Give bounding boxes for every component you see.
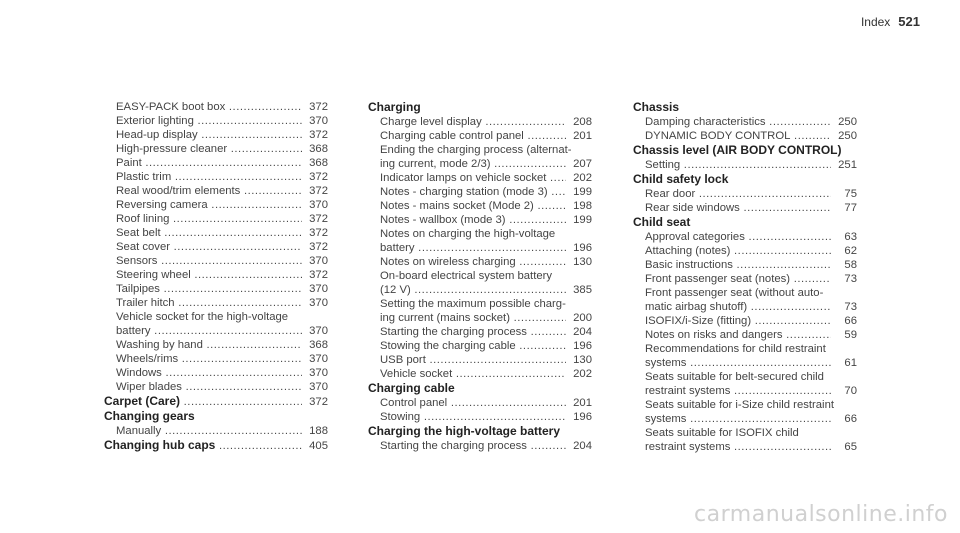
index-entry: battery ..... 370 — [104, 324, 328, 338]
page-header — [861, 14, 920, 29]
index-entry: Vehicle socket ..... 202 — [368, 367, 592, 381]
index-entry: Attaching (notes) ..... 62 — [633, 244, 857, 258]
index-entry: ISOFIX/i-Size (fitting) ..... 66 — [633, 314, 857, 328]
index-column-1 — [104, 100, 328, 453]
index-entry: Trailer hitch ..... 370 — [104, 296, 328, 310]
index-entry: systems ..... 61 — [633, 356, 857, 370]
index-label: Index — [860, 15, 891, 29]
index-entry-line: Setting the maximum possible charg- — [380, 298, 566, 310]
index-heading: Child safety lock — [633, 172, 729, 186]
index-entry: Indicator lamps on vehicle socket ..... 202 — [368, 171, 592, 185]
index-entry: EASY-PACK boot box ..... 372 — [104, 100, 328, 114]
index-heading: Charging cable — [368, 381, 455, 395]
index-entry: Head-up display ..... 372 — [104, 128, 328, 142]
index-entry: Reversing camera ..... 370 — [104, 198, 328, 212]
index-entry: Control panel ..... 201 — [368, 396, 592, 410]
index-entry: Steering wheel ..... 372 — [104, 268, 328, 282]
index-entry: Wiper blades ..... 370 — [104, 380, 328, 394]
index-entry: restraint systems ..... 65 — [633, 440, 857, 454]
index-entry: Sensors ..... 370 — [104, 254, 328, 268]
index-heading: Charging — [368, 100, 421, 114]
index-entry-line: On-board electrical system battery — [380, 270, 553, 282]
index-entry: Damping characteristics ..... 250 — [633, 115, 857, 129]
index-entry: Charging cable control panel ..... 201 — [368, 129, 592, 143]
index-entry: Roof lining ..... 372 — [104, 212, 328, 226]
index-column-2 — [368, 100, 592, 453]
index-entry-line: Notes on charging the high-voltage — [380, 228, 556, 240]
index-entry: Windows ..... 370 — [104, 366, 328, 380]
index-entry: ing current (mains socket) ..... 200 — [368, 311, 592, 325]
index-entry: Manually ..... 188 — [104, 424, 328, 438]
index-heading: Child seat — [633, 215, 691, 229]
index-heading: Changing gears — [104, 409, 195, 423]
index-entry: Notes - wallbox (mode 3) ..... 199 — [368, 213, 592, 227]
index-entry: Starting the charging process ..... 204 — [368, 439, 592, 453]
index-entry: High-pressure cleaner ..... 368 — [104, 142, 328, 156]
index-entry: Stowing ..... 196 — [368, 410, 592, 424]
index-entry: Front passenger seat (notes) ..... 73 — [633, 272, 857, 286]
index-entry-line: Seats suitable for belt-secured child — [645, 371, 824, 383]
index-entry: Paint ..... 368 — [104, 156, 328, 170]
index-entry: (12 V) ..... 385 — [368, 283, 592, 297]
index-entry: Notes - charging station (mode 3) ..... 199 — [368, 185, 592, 199]
index-heading: Charging the high-voltage battery — [368, 424, 561, 438]
page-number: 521 — [898, 14, 920, 29]
index-entry: Washing by hand ..... 368 — [104, 338, 328, 352]
index-entry-line: Ending the charging process (alternat- — [380, 144, 572, 156]
index-entry: Exterior lighting ..... 370 — [104, 114, 328, 128]
index-entry: Plastic trim ..... 372 — [104, 170, 328, 184]
index-entry: Stowing the charging cable ..... 196 — [368, 339, 592, 353]
index-entry: battery ..... 196 — [368, 241, 592, 255]
index-entry: Seat cover ..... 372 — [104, 240, 328, 254]
index-entry-line: Front passenger seat (without auto- — [645, 287, 824, 299]
index-entry: Rear side windows ..... 77 — [633, 201, 857, 215]
index-entry: Notes on wireless charging ..... 130 — [368, 255, 592, 269]
index-entry: systems ..... 66 — [633, 412, 857, 426]
index-entry: Setting ..... 251 — [633, 158, 857, 172]
index-entry: Charge level display ..... 208 — [368, 115, 592, 129]
index-entry: USB port ..... 130 — [368, 353, 592, 367]
index-entry: Seat belt ..... 372 — [104, 226, 328, 240]
index-column-3 — [633, 100, 857, 454]
index-heading-entry: Carpet (Care) ..... 372 — [104, 394, 328, 409]
index-entry: restraint systems ..... 70 — [633, 384, 857, 398]
index-entry: Basic instructions ..... 58 — [633, 258, 857, 272]
index-entry: Wheels/rims ..... 370 — [104, 352, 328, 366]
index-entry: ing current, mode 2/3) ..... 207 — [368, 157, 592, 171]
index-entry: matic airbag shutoff) ..... 73 — [633, 300, 857, 314]
index-entry: Notes on risks and dangers ..... 59 — [633, 328, 857, 342]
index-entry-line: Recommendations for child restraint — [645, 343, 826, 355]
index-entry: Rear door ..... 75 — [633, 187, 857, 201]
index-entry-line: Vehicle socket for the high-voltage — [116, 311, 289, 323]
index-heading: Chassis level (AIR BODY CONTROL) — [633, 143, 842, 157]
index-entry: Real wood/trim elements ..... 372 — [104, 184, 328, 198]
watermark: carmanualsonline.info — [694, 502, 948, 527]
index-entry: Starting the charging process ..... 204 — [368, 325, 592, 339]
index-entry: DYNAMIC BODY CONTROL ..... 250 — [633, 129, 857, 143]
index-entry: Approval categories ..... 63 — [633, 230, 857, 244]
index-entry: Tailpipes ..... 370 — [104, 282, 328, 296]
index-entry-line: Seats suitable for i-Size child restraint — [645, 399, 834, 411]
index-heading: Chassis — [633, 100, 680, 114]
index-heading-entry: Changing hub caps ..... 405 — [104, 438, 328, 453]
index-entry: Notes - mains socket (Mode 2) ..... 198 — [368, 199, 592, 213]
index-entry-line: Seats suitable for ISOFIX child — [645, 427, 799, 439]
